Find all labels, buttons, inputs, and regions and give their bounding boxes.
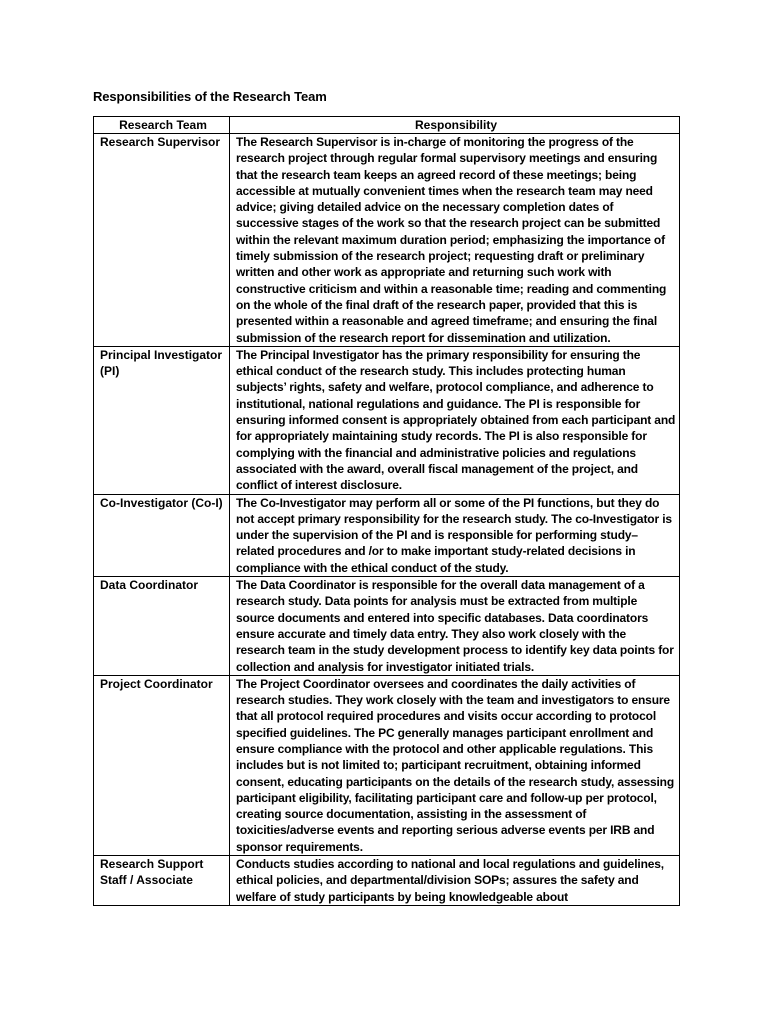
role-cell: Project Coordinator: [94, 675, 230, 855]
table-row: [94, 856, 680, 906]
table-row: [94, 494, 680, 576]
role-cell: Research Support Staff / Associate: [94, 856, 230, 906]
role-cell: Co-Investigator (Co-I): [94, 494, 230, 576]
responsibility-cell: The Co-Investigator may perform all or some of the PI functions, but they do not accept primary responsibility for the research study. The co-Investigator is under the supervision of the PI and is responsible for performing study–related procedures and /or to make important study-related decisions in compliance with the ethical conduct of the study.: [230, 494, 680, 576]
responsibilities-table: [93, 116, 680, 906]
page-title: Responsibilities of the Research Team: [93, 89, 327, 104]
table-row: [94, 577, 680, 676]
table-header-row: [94, 117, 680, 134]
responsibility-cell: The Principal Investigator has the primary responsibility for ensuring the ethical conduct of the research study. This includes protecting human subjects’ rights, safety and welfare, protocol compliance, and adherence to institutional, national regulations and guidance. The PI is responsible for ensuring informed consent is appropriately obtained from each participant and for appropriately maintaining study records. The PI is also responsible for complying with the financial and administrative policies and regulations associated with the award, overall fiscal management of the project, and conflict of interest disclosure.: [230, 346, 680, 494]
role-cell: Data Coordinator: [94, 577, 230, 676]
responsibility-cell: The Research Supervisor is in-charge of monitoring the progress of the research project through regular formal supervisory meetings and ensuring that the research team keeps an agreed record of these meetings; being accessible at mutually convenient times when the research team may need advice; giving detailed advice on the necessary completion dates of successive stages of the work so that the research project can be submitted within the relevant maximum duration period; emphasizing the importance of timely submission of the research project; requesting draft or preliminary written and other work as appropriate and returning such work with constructive criticism and within a reasonable time; reading and commenting on the whole of the final draft of the research paper, provided that this is presented within a reasonable and agreed timeframe; and ensuring the final submission of the research report for dissemination and utilization.: [230, 134, 680, 347]
column-header-research-team: Research Team: [94, 117, 230, 134]
column-header-responsibility: Responsibility: [230, 117, 680, 134]
role-cell: Research Supervisor: [94, 134, 230, 347]
table-row: [94, 134, 680, 347]
responsibility-cell: Conducts studies according to national and local regulations and guidelines, ethical policies, and departmental/division SOPs; assures the safety and welfare of study participants by being knowledgeable about: [230, 856, 680, 906]
table-row: [94, 675, 680, 855]
table-row: [94, 346, 680, 494]
role-cell: Principal Investigator (PI): [94, 346, 230, 494]
responsibility-cell: The Project Coordinator oversees and coordinates the daily activities of research studies. They work closely with the team and investigators to ensure that all protocol required procedures and visits occur according to protocol specified guidelines. The PC generally manages participant enrollment and ensure compliance with the protocol and other applicable regulations. This includes but is not limited to; participant recruitment, obtaining informed consent, educating participants on the details of the research study, assessing participant eligibility, facilitating participant care and follow-up per protocol, creating source documentation, assisting in the assessment of toxicities/adverse events and reporting serious adverse events per IRB and sponsor requirements.: [230, 675, 680, 855]
responsibility-cell: The Data Coordinator is responsible for the overall data management of a research study. Data points for analysis must be extracted from multiple source documents and entered into specific databases. Data coordinators ensure accurate and timely data entry. They also work closely with the research team in the study development process to identify key data points for collection and analysis for investigator initiated trials.: [230, 577, 680, 676]
